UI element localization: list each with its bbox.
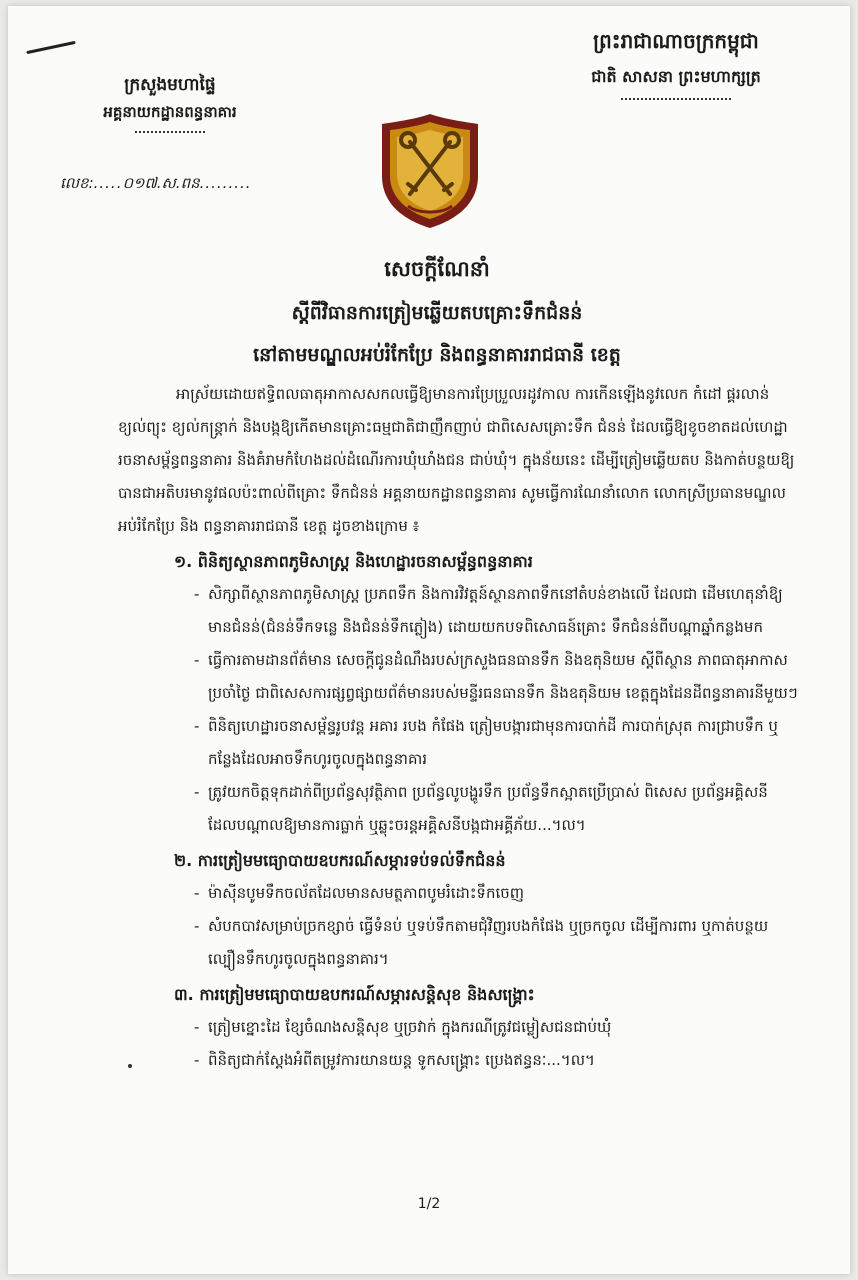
header-ornament-left: [135, 131, 205, 139]
department-name: អគ្គនាយកដ្ឋានពន្ធនាគារ: [103, 103, 237, 121]
page-number: 1/2: [417, 1196, 441, 1212]
kingdom-name: ព្រះរាជាណាចក្រកម្ពុជា: [593, 29, 759, 53]
list-item: - ធ្វើការតាមដានព័ត៌មាន សេចក្តីជូនដំណឹងរបស់ក្រសួងធនធានទឹក និងឧតុនិយម ស្តីពីស្ថាន ភាពធាតុអាកាសប្រចាំថ្ងៃ ជាពិសេសការផ្សព្វផ្សាយព័ត៌មានរបស់មន្ទីរធនធានទឹក និងឧតុនិយម ខេត្តក្នុងដែនដីពន្ធនាគារនីមួយៗ: [194, 644, 798, 710]
ministry-header: [60, 74, 280, 139]
intro-paragraph: អាស្រ័យដោយឥទ្ធិពលធាតុអាកាសសកលធ្វើឱ្យមានការប្រែប្រួលរដូវកាល ការកើនឡើងនូវលេក កំដៅ ផ្គរលាន់ ខ្យល់ព្យុះ ខ្យល់កន្ត្រាក់ និងបង្កឱ្យកើតមានគ្រោះធម្មជាតិជាញឹកញាប់ ជាពិសេសគ្រោះទឹក ជំនន់ ដែលធ្វើឱ្យខូចខាតដល់ហេដ្ឋារចនាសម្ព័ន្ធពន្ធនាគារ និងគំរាមកំហែងដល់ដំណើរការឃុំឃាំងជន ជាប់ឃុំ។ ក្នុងន័យនេះ ដើម្បីត្រៀមឆ្លើយតប និងកាត់បន្ថយឱ្យបានជាអតិបរមានូវផលប៉ះពាល់ពីគ្រោះ ទឹកជំនន់ អគ្គនាយកដ្ឋានពន្ធនាគារ សូមធ្វើការណែនាំលោក លោកស្រីប្រធានមណ្ឌលអប់រំកែប្រែ និង ពន្ធនាគាររាជធានី ខេត្ត ដូចខាងក្រោម ៖: [118, 385, 795, 535]
section-3: [118, 978, 798, 1077]
reference-label: លេខ:: [60, 174, 94, 192]
list-item: - ពិនិត្យហេដ្ឋារចនាសម្ព័ន្ធរូបវន្ត អគារ របង កំផែង ត្រៀមបង្ការជាមុនការបាក់ដី ការបាក់ស្រុត ការជ្រាបទឹក ឬកន្លែងដែលអាចទឹកហូរចូលក្នុងពន្ធនាគារ: [194, 710, 798, 776]
reference-value: ០១៧.ស.ពន: [122, 174, 200, 192]
document-body: [118, 378, 798, 1077]
kingdom-header: [526, 28, 826, 108]
crossed-keys-emblem-icon: [378, 110, 482, 230]
list-item: - ត្រៀមខ្នោះដៃ ខ្សែចំណងសន្តិសុខ ឬច្រវាក់ ក្នុងករណីត្រូវជម្លៀសជនជាប់ឃុំ: [194, 1011, 798, 1044]
section-1: [118, 545, 798, 842]
title-line-1: សេចក្តីណែនាំ: [384, 257, 490, 281]
national-motto: ជាតិ សាសនា ព្រះមហាក្សត្រ: [591, 67, 761, 86]
ministry-name: ក្រសួងមហាផ្ទៃ: [124, 75, 216, 95]
ink-dot: [128, 1064, 132, 1068]
section-2: [118, 844, 798, 976]
list-item: - ពិនិត្យជាក់ស្តែងអំពីតម្រូវការយានយន្ត ទូកសង្គ្រោះ ប្រេងឥន្ធនៈ...។ល។: [194, 1044, 798, 1077]
section-3-heading: ៣. ការត្រៀមមធ្យោបាយឧបករណ៍សម្ភារសន្តិសុខ និងសង្គ្រោះ: [174, 985, 535, 1004]
pen-mark: [26, 41, 76, 54]
list-item: - ត្រូវយកចិត្តទុកដាក់ពីប្រព័ន្ធសុវត្ថិភាព ប្រព័ន្ធលូបង្ហូរទឹក ប្រព័ន្ធទឹកស្អាតប្រើប្រាស់ ពិសេស ប្រព័ន្ធអគ្គិសនី ដែលបណ្តាលឱ្យមានការធ្លាក់ ឬឆ្លុះចរន្តអគ្គិសនីបង្កជាអគ្គីភ័យ...។ល។: [194, 776, 798, 842]
header-ornament-right: [621, 98, 731, 108]
title-line-3: នៅតាមមណ្ឌលអប់រំកែប្រែ និងពន្ធនាគាររាជធានី ខេត្ត: [253, 344, 621, 366]
reference-number: លេខ:.....០១៧.ស.ពន.........: [60, 174, 252, 192]
list-item: - សំបកបាវសម្រាប់ច្រកខ្សាច់ ធ្វើទំនប់ ឬទប់ទឹកតាមជុំវិញរបងកំផែង ឬច្រកចូល ដើម្បីការពារ ឬកាត់បន្ថយល្បឿនទឹកហូរចូលក្នុងពន្ធនាគារ។: [194, 910, 798, 976]
document-title: [8, 256, 858, 371]
title-line-2: ស្តីពីវិធានការត្រៀមឆ្លើយតបគ្រោះទឹកជំនន់: [291, 302, 583, 324]
document-page: [8, 6, 850, 1274]
list-item: - ម៉ាស៊ីនបូមទឹកចល័តដែលមានសមត្ថភាពបូមរំដោះទឹកចេញ: [194, 877, 798, 910]
list-item: - សិក្សាពីស្ថានភាពភូមិសាស្ត្រ ប្រភពទឹក និងការវិវត្តន៍ស្ថានភាពទឹកនៅតំបន់ខាងលើ ដែលជា ដើមហេតុនាំឱ្យមានជំនន់(ជំនន់ទឹកទន្លេ និងជំនន់ទឹកភ្លៀង) ដោយយកបទពិសោធន៍គ្រោះ ទឹកជំនន់ពីបណ្តាឆ្នាំកន្លងមក: [194, 578, 798, 644]
section-1-heading: ១. ពិនិត្យស្ថានភាពភូមិសាស្ត្រ និងហេដ្ឋារចនាសម្ព័ន្ធពន្ធនាគារ: [174, 552, 533, 571]
section-2-heading: ២. ការត្រៀមមធ្យោបាយឧបករណ៍សម្ភារទប់ទល់ទឹកជំនន់: [174, 851, 506, 870]
